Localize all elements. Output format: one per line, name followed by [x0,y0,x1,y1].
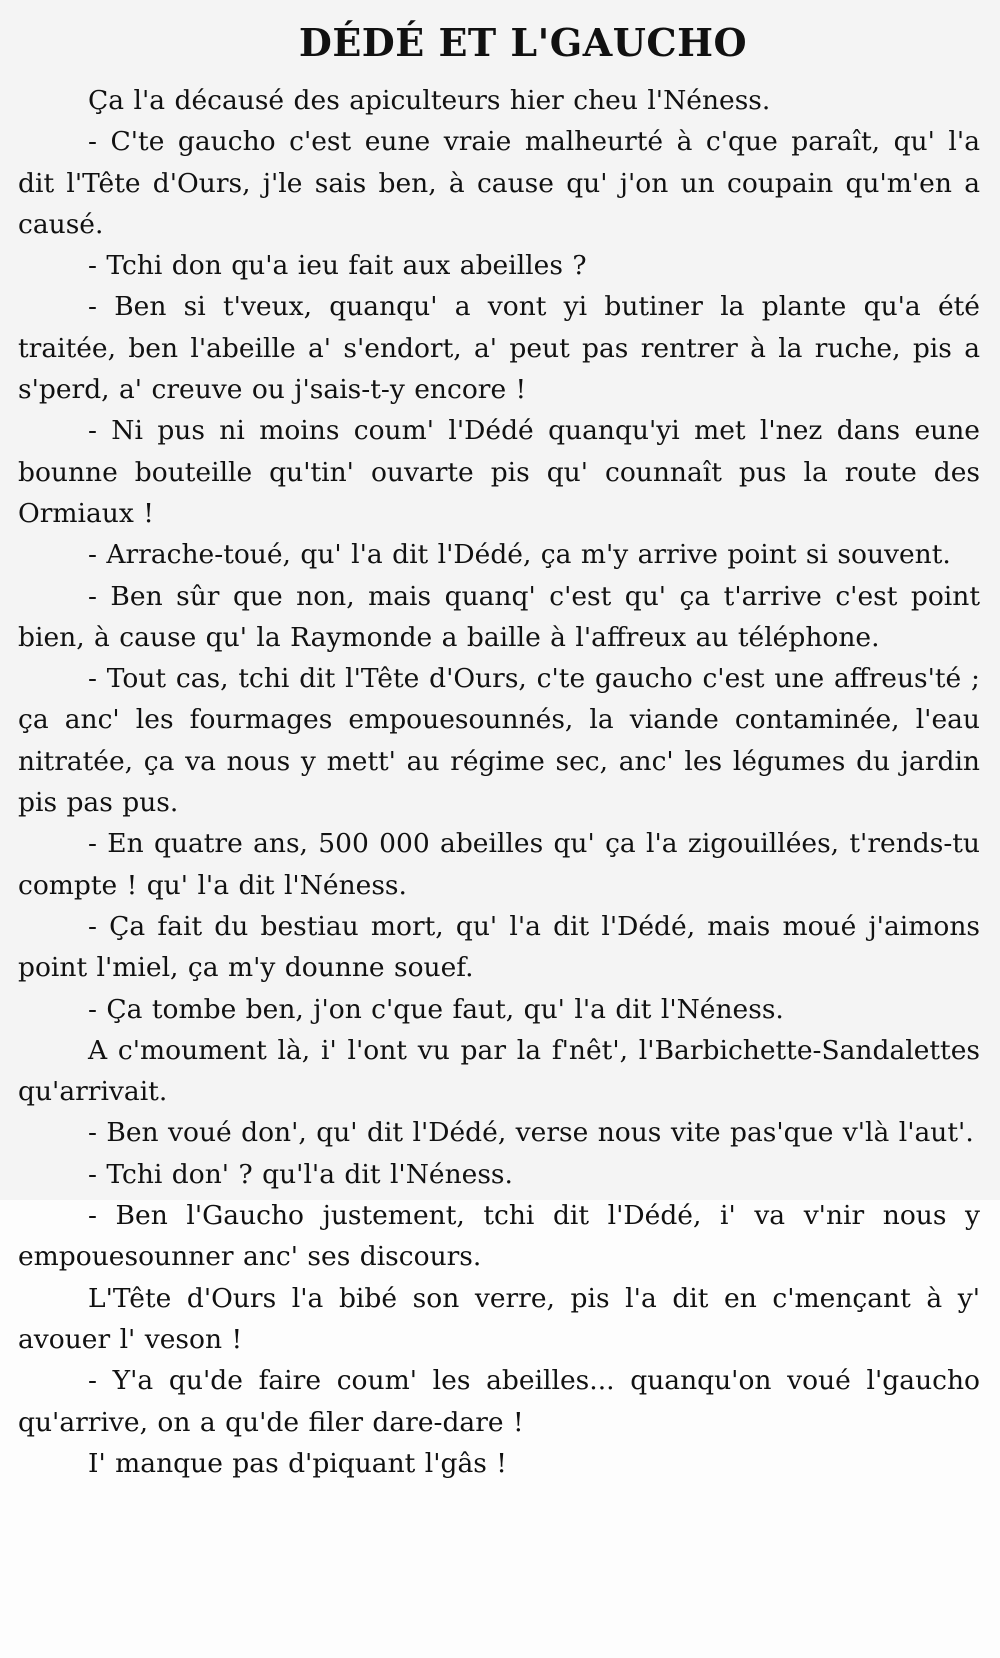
paragraph: - En quatre ans, 500 000 abeilles qu' ça l'a zigouillées, t'rends-tu compte ! qu' l'a dit l'Néness. [18,828,980,901]
paragraph: - Ben l'Gaucho justement, tchi dit l'Dédé, i' va v'nir nous y empouesounner anc' ses discours. [18,1200,980,1273]
paragraph: A c'moument là, i' l'ont vu par la f'nêt', l'Barbichette-Sandalettes qu'arrivait. [18,1034,980,1108]
paragraph: - Ben si t'veux, quanqu' a vont yi butiner la plante qu'a été traitée, ben l'abeille a' s'endort, a' peut pas rentrer à la ruche, pis a s'perd, a' creuve ou j'sais-t-y encore ! [18,291,980,406]
paragraph: - Tchi don' ? qu'l'a dit l'Néness. [88,1158,513,1190]
paragraph: I' manque pas d'piquant l'gâs ! [88,1447,507,1479]
paragraph: - Ben sûr que non, mais quanq' c'est qu' ça t'arrive c'est point bien, à cause qu' la Raymonde a baille à l'affreux au téléphone. [18,580,980,653]
paragraph: L'Tête d'Ours l'a bibé son verre, pis l'a dit en c'mençant à y' avouer l' veson ! [18,1282,980,1355]
paragraph: - Y'a qu'de faire coum' les abeilles... quanqu'on voué l'gaucho qu'arrive, on a qu'de filer dare-dare ! [18,1365,980,1438]
paragraph: - C'te gaucho c'est eune vraie malheurté à c'que paraît, qu' l'a dit l'Tête d'Ours, j'le sais ben, à cause qu' j'on un coupain qu'm'en a causé. [18,126,980,240]
article-title: DÉDÉ ET L'GAUCHO [298,20,748,65]
paragraph: - Ça fait du bestiau mort, qu' l'a dit l'Dédé, mais moué j'aimons point l'miel, ça m'y dounne souef. [18,910,980,984]
paragraph: Ça l'a décausé des apiculteurs hier cheu l'Néness. [88,85,771,116]
paragraph: - Tchi don qu'a ieu fait aux abeilles ? [88,250,587,282]
paragraph: - Ça tombe ben, j'on c'que faut, qu' l'a dit l'Néness. [88,993,784,1025]
article [18,10,980,1484]
paragraph: - Tout cas, tchi dit l'Tête d'Ours, c'te gaucho c'est une affreus'té ; ça anc' les fourmages empouesounnés, la viande contaminée, l'eau nitratée, ça va nous y mett' au régime sec, anc' les légumes du jardin pis pas pus. [18,663,980,819]
paragraph: - Ben voué don', qu' dit l'Dédé, verse nous vite pas'que v'là l'aut'. [88,1117,974,1149]
paragraph: - Arrache-toué, qu' l'a dit l'Dédé, ça m'y arrive point si souvent. [88,539,951,571]
paragraph: - Ni pus ni moins coum' l'Dédé quanqu'yi met l'nez dans eune bounne bouteille qu'tin' ouvarte pis qu' counnaît pus la route des Ormiaux ! [18,415,980,529]
